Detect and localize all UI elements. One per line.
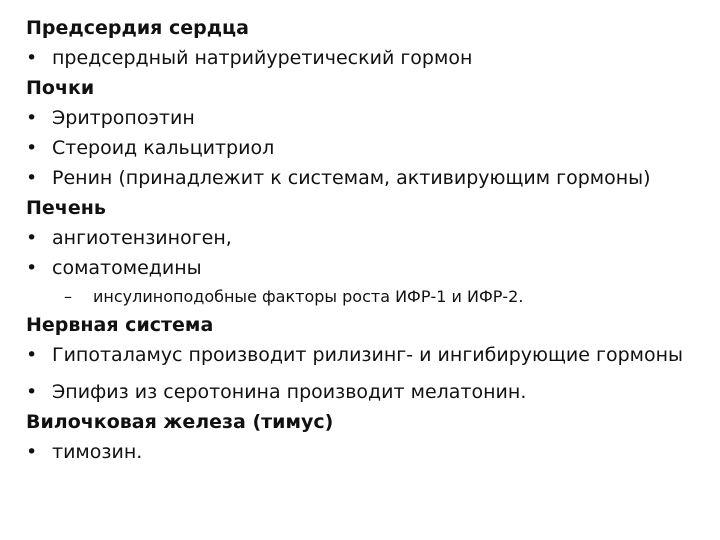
list-item-text: соматомедины [52,257,202,279]
list-item-text: предсердный натрийуретический гормон [52,47,473,69]
list-item [26,341,696,378]
bullet-icon: • [26,381,38,403]
list-item [26,378,696,408]
list-item [26,44,696,74]
list-item [26,134,696,164]
bullet-icon: • [26,227,38,249]
bullet-icon: • [26,137,38,159]
bullet-icon: • [26,441,38,463]
section-heading-atria: Предсердия сердца [26,17,249,39]
sub-list-item-text: инсулиноподобные факторы роста ИФР-1 и ИФР-2. [93,287,524,306]
list-item-text: Эритропоэтин [52,107,195,129]
dash-icon: – [64,287,72,306]
list-item-text: тимозин. [52,441,143,463]
list-item-text: Гипоталамус производит рилизинг- и ингибирующие гормоны [52,344,684,366]
bullet-icon: • [26,257,38,279]
list-item [26,104,696,134]
bullet-icon: • [26,344,38,366]
bullet-icon: • [26,107,38,129]
list-item-text: Эпифиз из серотонина производит мелатонин. [52,381,527,403]
section-heading-nervous-system: Нервная система [26,314,214,336]
list-item [26,438,696,468]
list-item [26,254,696,284]
section-heading-liver: Печень [26,197,106,219]
list-item [26,164,696,194]
list-item [26,224,696,254]
list-item-text: Стероид кальцитриол [52,137,275,159]
section-heading-thymus: Вилочковая железа (тимус) [26,411,334,433]
bullet-icon: • [26,167,38,189]
list-item-text: Ренин (принадлежит к системам, активирующим гормоны) [52,167,651,189]
list-item-text: ангиотензиноген, [52,227,232,249]
section-heading-kidneys: Почки [26,77,95,99]
bullet-icon: • [26,47,38,69]
slide-content [26,14,696,468]
sub-list-item [26,284,696,311]
